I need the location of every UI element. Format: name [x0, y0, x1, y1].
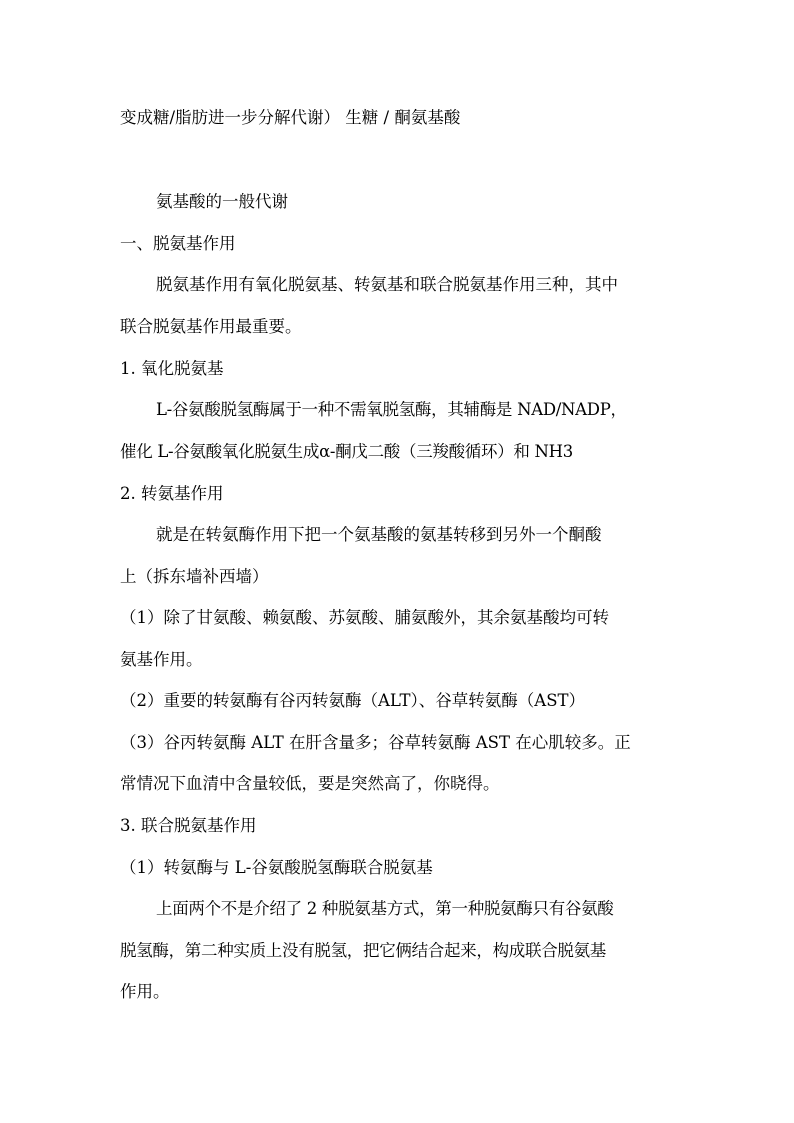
list-item-line: （1）转氨酶与 L-谷氨酸脱氢酶联合脱氨基: [120, 858, 433, 877]
section-title: 氨基酸的一般代谢: [156, 192, 288, 211]
list-item-line: （2）重要的转氨酶有谷丙转氨酶（ALT）、谷草转氨酶（AST）: [120, 691, 586, 710]
paragraph-line: L-谷氨酸脱氢酶属于一种不需氧脱氢酶，其辅酶是 NAD/NADP，: [156, 400, 627, 419]
paragraph-line: 上面两个不是介绍了 2 种脱氨基方式，第一种脱氨酶只有谷氨酸: [156, 899, 614, 918]
list-item-line: 常情况下血清中含量较低，要是突然高了，你晓得。: [120, 774, 500, 793]
subheading-combined-deamination: 3. 联合脱氨基作用: [120, 816, 257, 835]
paragraph-line: 作用。: [120, 982, 170, 1001]
paragraph-line: 就是在转氨酶作用下把一个氨基酸的氨基转移到另外一个酮酸: [156, 525, 602, 544]
list-item-line: （1）除了甘氨酸、赖氨酸、苏氨酸、脯氨酸外，其余氨基酸均可转: [120, 608, 609, 627]
heading-deamination: 一、脱氨基作用: [120, 234, 236, 253]
subheading-oxidative-deamination: 1. 氧化脱氨基: [120, 359, 224, 378]
paragraph-line: 脱氢酶，第二种实质上没有脱氢，把它俩结合起来，构成联合脱氨基: [120, 941, 607, 960]
paragraph-line: 催化 L-谷氨酸氧化脱氨生成α-酮戊二酸（三羧酸循环）和 NH3: [120, 442, 573, 461]
paragraph-line: 联合脱氨基作用最重要。: [120, 317, 302, 336]
list-item-line: 氨基作用。: [120, 650, 203, 669]
list-item-line: （3）谷丙转氨酶 ALT 在肝含量多；谷草转氨酶 AST 在心肌较多。正: [120, 733, 631, 752]
paragraph-line: 脱氨基作用有氧化脱氨基、转氨基和联合脱氨基作用三种，其中: [156, 275, 618, 294]
subheading-transamination: 2. 转氨基作用: [120, 484, 224, 503]
paragraph-line: 上（拆东墙补西墙）: [120, 567, 269, 586]
intro-line: 变成糖/脂肪进一步分解代谢） 生糖 / 酮氨基酸: [120, 108, 461, 127]
